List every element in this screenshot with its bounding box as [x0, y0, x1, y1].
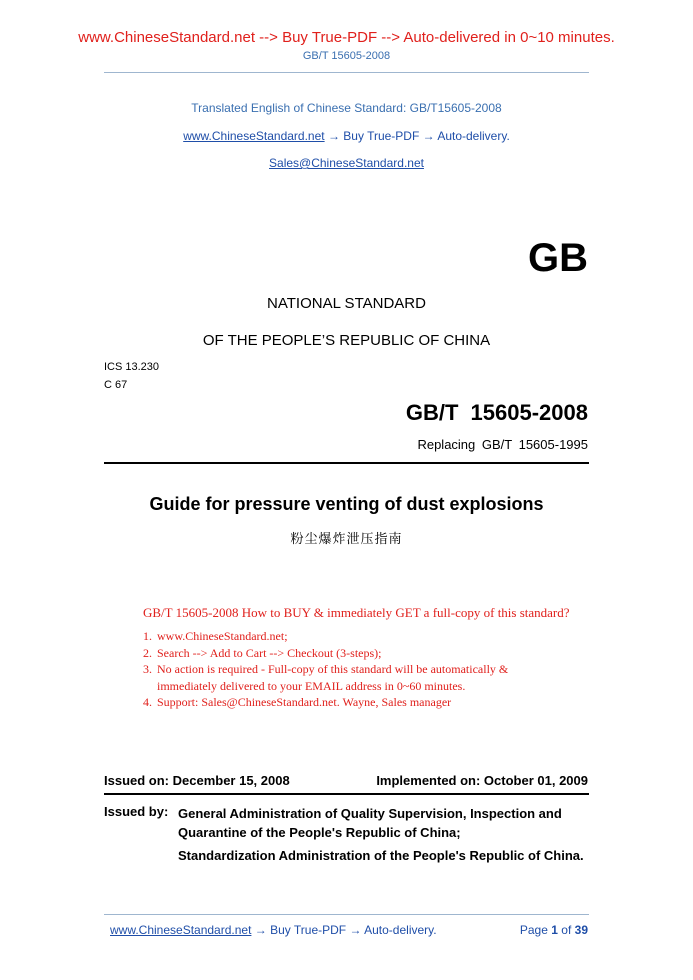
page-number — [520, 923, 588, 937]
intro-email-line — [0, 156, 693, 170]
step-text[interactable]: www.ChineseStandard.net; — [157, 629, 288, 643]
header-code: GB/T 15605-2008 — [302, 50, 391, 62]
issued-on: Issued on: December 15, 2008 — [104, 773, 290, 788]
issuer-line-1: General Administration of Quality Supervision, Inspection and — [178, 806, 562, 821]
implemented-on: Implemented on: October 01, 2009 — [376, 773, 588, 788]
national-standard: NATIONAL STANDARD — [267, 295, 426, 312]
country-line: OF THE PEOPLE’S REPUBLIC OF CHINA — [202, 332, 491, 349]
list-item — [143, 628, 563, 645]
intro-delivery-text: → Buy True-PDF → Auto-delivery. — [327, 129, 510, 143]
footer-delivery-line — [110, 923, 437, 937]
ccs-code: C 67 — [104, 379, 128, 391]
footer-site-link[interactable]: www.ChineseStandard.net — [110, 923, 252, 937]
gb-logo: GB — [528, 236, 588, 280]
footer-delivery-text: → Buy True-PDF → Auto-delivery. — [254, 923, 437, 937]
issuer-line-2: Quarantine of the People's Republic of China; — [178, 825, 461, 840]
step-number: 3. — [143, 662, 152, 676]
intro-email-link[interactable]: Sales@ChineseStandard.net — [269, 156, 424, 170]
step-text[interactable]: Support: Sales@ChineseStandard.net. Wayne, Sales manager — [157, 695, 452, 709]
issuer-secondary: Standardization Administration of the People's Republic of China. — [178, 848, 584, 863]
ics-code: ICS 13.230 — [104, 361, 160, 373]
step-text: No action is required - Full-copy of this standard will be automatically & immediately delivered to your EMAIL address in 0~60 minutes. — [157, 662, 509, 693]
list-item — [143, 645, 563, 662]
translated-title: Translated English of Chinese Standard: GB/T15605-2008 — [191, 101, 502, 115]
issued-by-label: Issued by: — [104, 804, 169, 819]
list-item — [143, 694, 563, 711]
page-label: Page — [519, 923, 548, 937]
page-current: 1 — [551, 923, 558, 937]
intro-delivery-line — [0, 129, 693, 143]
purchase-heading: GB/T 15605-2008 How to BUY & immediately GET a full-copy of this standard? — [143, 605, 570, 620]
title-chinese: 粉尘爆炸泄压指南 — [290, 531, 403, 546]
issuer-primary — [178, 804, 589, 842]
header-banner[interactable]: www.ChineseStandard.net --> Buy True-PDF --> Auto-delivered in 0~10 minutes. — [78, 29, 615, 46]
standard-number: GB/T 15605-2008 — [405, 400, 588, 425]
footer-divider — [104, 914, 589, 915]
step-number: 2. — [143, 645, 152, 660]
replacing-line: Replacing GB/T 15605-1995 — [417, 437, 588, 452]
list-item — [143, 661, 563, 694]
step-text: Search --> Add to Cart --> Checkout (3-steps); — [157, 645, 382, 660]
title-divider — [104, 462, 589, 464]
title-english: Guide for pressure venting of dust explosions — [149, 494, 544, 514]
intro-site-link[interactable]: www.ChineseStandard.net — [183, 129, 325, 143]
dates-divider — [104, 793, 589, 795]
step-number: 1. — [143, 629, 152, 643]
purchase-steps — [143, 628, 563, 711]
page-of: of — [561, 923, 572, 937]
step-number: 4. — [143, 695, 152, 709]
header-divider — [104, 72, 589, 73]
page-total: 39 — [574, 923, 588, 937]
